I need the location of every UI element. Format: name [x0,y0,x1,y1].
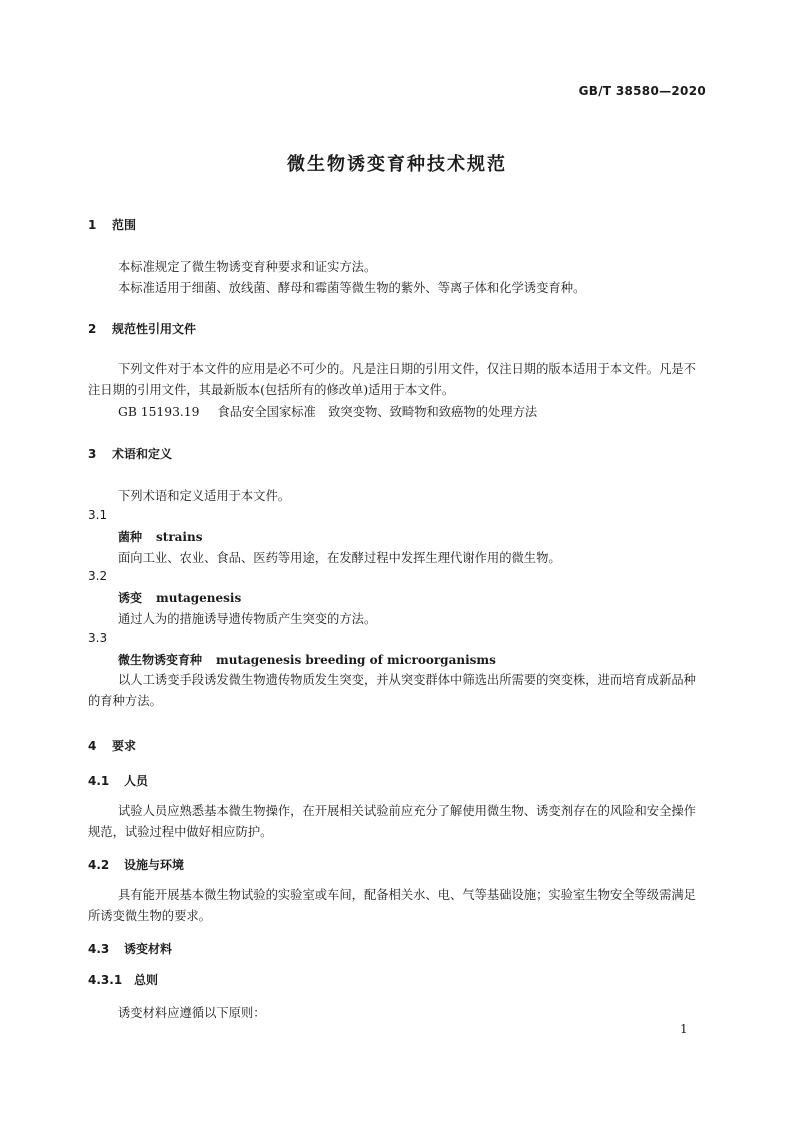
scope-paragraph-2: 本标准适用于细菌、放线菌、酵母和霉菌等微生物的紫外、等离子体和化学诱变育种。 [118,281,586,295]
term-en: mutagenesis [156,591,242,605]
section-1-heading [88,216,136,233]
section-number: 3 [88,447,97,461]
section-2-heading [88,320,196,337]
term-definition: 通过人为的措施诱导遗传物质产生突变的方法。 [118,612,377,626]
term-zh: 微生物诱变育种 [118,653,203,667]
paragraph-text: 具有能开展基本微生物试验的实验室或车间，配备相关水、电、气等基础设施；实验室生物安全等级需满足所诱变微生物的要求。 [88,888,696,923]
scope-paragraph-1: 本标准规定了微生物诱变育种要求和证实方法。 [118,260,377,274]
facilities-paragraph [88,885,708,927]
section-title: 规范性引用文件 [112,322,197,336]
section-3-heading [88,445,172,462]
section-title: 范围 [112,218,137,232]
paragraph-text: 以人工诱变手段诱发微生物遗传物质发生突变，并从突变群体中筛选出所需要的突变株，进而培育成新品种的育种方法。 [88,673,696,708]
page-number: 1 [680,1022,688,1036]
term-zh: 诱变 [118,591,143,605]
paragraph-text: 下列文件对于本文件的应用是必不可少的。凡是注日期的引用文件，仅注日期的版本适用于本文件。凡是不注日期的引用文件，其最新版本(包括所有的修改单)适用于本文件。 [88,362,696,397]
subsection-title: 设施与环境 [124,858,185,872]
terms-intro: 下列术语和定义适用于本文件。 [118,489,291,503]
reference-title: 食品安全国家标准 致突变物、致畸物和致癌物的处理方法 [217,405,538,419]
document-title: 微生物诱变育种技术规范 [287,154,507,175]
paragraph-text: 试验人员应熟悉基本微生物操作，在开展相关试验前应充分了解使用微生物、诱变剂存在的风险和安全操作规范，试验过程中做好相应防护。 [88,804,696,839]
subsection-number: 4.1 [88,774,110,788]
section-title: 要求 [112,739,137,753]
term-en: mutagenesis breeding of microorganisms [216,653,496,667]
general-principles-intro: 诱变材料应遵循以下原则： [118,1006,266,1020]
subsection-4-1-heading [88,772,148,789]
subsection-title: 诱变材料 [124,942,173,956]
subsection-number: 4.3.1 [88,973,123,987]
subsection-4-3-heading [88,940,172,957]
reference-entry [118,402,537,420]
subsection-number: 4.3 [88,942,110,956]
normative-references-paragraph [88,359,708,401]
subsection-number: 4.2 [88,858,110,872]
subsection-title: 总则 [134,973,159,987]
standard-code: GB/T 38580—2020 [578,84,706,98]
term-number: 3.1 [88,508,108,522]
subsection-title: 人员 [124,774,149,788]
term-heading [118,651,496,668]
term-definition: 面向工业、农业、食品、医药等用途，在发酵过程中发挥生理代谢作用的微生物。 [118,551,561,565]
personnel-paragraph [88,801,708,843]
section-number: 2 [88,322,97,336]
section-title: 术语和定义 [112,447,173,461]
section-number: 1 [88,218,97,232]
term-heading [118,589,241,606]
subsection-4-3-1-heading [88,971,158,988]
reference-code: GB 15193.19 [118,405,200,419]
section-number: 4 [88,739,97,753]
section-4-heading [88,737,136,754]
term-definition [88,670,708,712]
subsection-4-2-heading [88,856,184,873]
term-zh: 菌种 [118,530,143,544]
term-number: 3.2 [88,569,108,583]
term-number: 3.3 [88,631,108,645]
term-heading [118,528,202,545]
term-en: strains [156,530,203,544]
